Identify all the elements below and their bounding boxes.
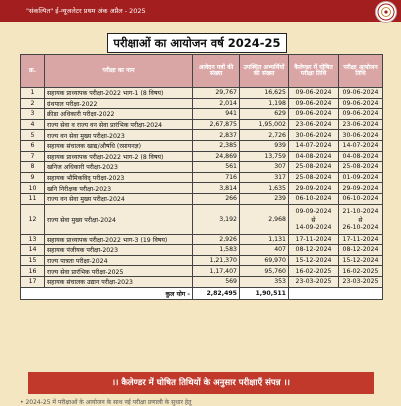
table-row xyxy=(21,140,383,151)
row-present: 13,759 xyxy=(240,151,289,162)
row-held-date: 06-10-2024 xyxy=(339,193,383,204)
row-calendar-date: 09-06-2024 xyxy=(289,109,339,120)
row-exam-name: सहायक पंजीयक परीक्षा-2023 xyxy=(45,245,193,256)
row-held-date: 25-08-2024 xyxy=(339,162,383,173)
row-held-date: 04-08-2024 xyxy=(339,151,383,162)
table-row xyxy=(21,193,383,204)
row-calendar-date: 23-03-2025 xyxy=(289,276,339,287)
row-present: 1,95,002 xyxy=(240,119,289,130)
col-header-applications: आवेदन पत्रों की संख्या xyxy=(193,55,240,88)
table-row xyxy=(21,119,383,130)
row-present: 69,970 xyxy=(240,255,289,266)
row-held-date: 29-09-2024 xyxy=(339,183,383,194)
row-applications: 1,583 xyxy=(193,245,240,256)
col-header-calendar-date: कैलेण्डर में घोषित परीक्षा तिथि xyxy=(289,55,339,88)
row-applications: 29,767 xyxy=(193,88,240,99)
row-exam-name: राज्य वन सेवा मुख्य परीक्षा-2024 xyxy=(45,193,193,204)
table-row xyxy=(21,245,383,256)
row-exam-name: ग्रंथपाल परीक्षा-2022 xyxy=(45,98,193,109)
row-exam-name: राज्य सेवा मुख्य परीक्षा-2024 xyxy=(45,204,193,234)
row-present: 307 xyxy=(240,162,289,173)
cut-off-text: • 2024-25 में परीक्षाओं के आयोजन के साथ नई परीक्षा प्रणाली के सुधार हेतु xyxy=(20,399,192,406)
row-applications: 1,21,370 xyxy=(193,255,240,266)
row-calendar-date: 09-06-2024 xyxy=(289,98,339,109)
row-calendar-date: 14-07-2024 xyxy=(289,140,339,151)
table-row xyxy=(21,234,383,245)
table-row xyxy=(21,151,383,162)
row-present: 629 xyxy=(240,109,289,120)
row-held-date: 09-06-2024 xyxy=(339,88,383,99)
row-exam-name: सहायक प्राध्यापक परीक्षा-2022 भाग-2 (8 विषय) xyxy=(45,151,193,162)
table-row xyxy=(21,204,383,234)
row-sn: 11 xyxy=(21,193,45,204)
row-calendar-date: 17-11-2024 xyxy=(289,234,339,245)
row-exam-name: सहायक संचालक खाद्य/औषधि (रसायनज्ञ) xyxy=(45,140,193,151)
row-calendar-date: 09-09-2024 से 14-09-2024 xyxy=(289,204,339,234)
row-held-date: 08-12-2024 xyxy=(339,245,383,256)
row-present: 317 xyxy=(240,172,289,183)
row-applications: 569 xyxy=(193,276,240,287)
row-held-date: 14-07-2024 xyxy=(339,140,383,151)
row-present: 2,726 xyxy=(240,130,289,141)
row-sn: 2 xyxy=(21,98,45,109)
row-applications: 3,192 xyxy=(193,204,240,234)
row-present: 1,635 xyxy=(240,183,289,194)
table-row xyxy=(21,266,383,277)
row-exam-name: राज्य पात्रता परीक्षा-2024 xyxy=(45,255,193,266)
row-present: 16,625 xyxy=(240,88,289,99)
table-header-row xyxy=(21,55,383,88)
row-exam-name: खनि निरीक्षक परीक्षा-2023 xyxy=(45,183,193,194)
row-sn: 7 xyxy=(21,151,45,162)
table-row xyxy=(21,162,383,173)
row-exam-name: राज्य सेवा प्रारंभिक परीक्षा-2025 xyxy=(45,266,193,277)
row-applications: 561 xyxy=(193,162,240,173)
total-empty-cell xyxy=(289,287,383,299)
page-title: परीक्षाओं का आयोजन वर्ष 2024-25 xyxy=(107,33,287,53)
row-exam-name: क्रीडा अधिकारी परीक्षा-2022 xyxy=(45,109,193,120)
row-applications: 1,17,407 xyxy=(193,266,240,277)
row-applications: 716 xyxy=(193,172,240,183)
row-held-date: 23-06-2024 xyxy=(339,119,383,130)
table-row xyxy=(21,172,383,183)
row-present: 407 xyxy=(240,245,289,256)
total-present: 1,90,511 xyxy=(240,287,289,299)
row-sn: 5 xyxy=(21,130,45,141)
row-sn: 16 xyxy=(21,266,45,277)
row-sn: 9 xyxy=(21,172,45,183)
col-header-exam-name: परीक्षा का नाम xyxy=(45,55,193,88)
row-sn: 15 xyxy=(21,255,45,266)
row-exam-name: सहायक प्राध्यापक परीक्षा-2022 भाग-1 (8 विषय) xyxy=(45,88,193,99)
row-held-date: 15-12-2024 xyxy=(339,255,383,266)
col-header-held-date: परीक्षा आयोजन तिथि xyxy=(339,55,383,88)
row-applications: 2,837 xyxy=(193,130,240,141)
footer-banner: ।। कैलेण्डर में घोषित तिथियों के अनुसार परीक्षाएँ संपन्न ।। xyxy=(28,372,374,394)
row-held-date: 30-06-2024 xyxy=(339,130,383,141)
row-held-date: 09-06-2024 xyxy=(339,98,383,109)
row-sn: 6 xyxy=(21,140,45,151)
row-sn: 3 xyxy=(21,109,45,120)
row-calendar-date: 25-08-2024 xyxy=(289,162,339,173)
row-present: 1,131 xyxy=(240,234,289,245)
header-banner xyxy=(0,0,401,22)
row-held-date: 21-10-2024 से 26-10-2024 xyxy=(339,204,383,234)
row-calendar-date: 04-08-2024 xyxy=(289,151,339,162)
row-present: 239 xyxy=(240,193,289,204)
row-calendar-date: 30-06-2024 xyxy=(289,130,339,141)
row-calendar-date: 25-08-2024 xyxy=(289,172,339,183)
row-present: 95,760 xyxy=(240,266,289,277)
newsletter-title: "संकल्पित" ई-न्यूजलेटर प्रथम अंक अप्रैल - 2025 xyxy=(26,7,146,15)
table-row xyxy=(21,276,383,287)
row-present: 353 xyxy=(240,276,289,287)
row-sn: 10 xyxy=(21,183,45,194)
table-row xyxy=(21,183,383,194)
col-header-present: उपस्थित अभ्यर्थियों की संख्या xyxy=(240,55,289,88)
row-held-date: 09-06-2024 xyxy=(339,109,383,120)
row-exam-name: राज्य सेवा व राज्य वन सेवा प्रारंभिक परीक्षा-2024 xyxy=(45,119,193,130)
row-held-date: 17-11-2024 xyxy=(339,234,383,245)
row-exam-name: खनिज अधिकारी परीक्षा-2023 xyxy=(45,162,193,173)
table-row xyxy=(21,88,383,99)
table-row xyxy=(21,109,383,120)
row-exam-name: सहायक प्राध्यापक परीक्षा-2022 भाग-3 (19 विषय) xyxy=(45,234,193,245)
row-calendar-date: 06-10-2024 xyxy=(289,193,339,204)
total-label: कुल योग - xyxy=(21,287,193,299)
total-row xyxy=(21,287,383,299)
row-present: 939 xyxy=(240,140,289,151)
row-sn: 1 xyxy=(21,88,45,99)
row-held-date: 01-09-2024 xyxy=(339,172,383,183)
row-sn: 17 xyxy=(21,276,45,287)
row-calendar-date: 09-06-2024 xyxy=(289,88,339,99)
table-row xyxy=(21,255,383,266)
row-applications: 24,869 xyxy=(193,151,240,162)
row-sn: 14 xyxy=(21,245,45,256)
row-sn: 4 xyxy=(21,119,45,130)
row-present: 2,968 xyxy=(240,204,289,234)
row-applications: 3,814 xyxy=(193,183,240,194)
row-calendar-date: 16-02-2025 xyxy=(289,266,339,277)
row-calendar-date: 15-12-2024 xyxy=(289,255,339,266)
row-held-date: 16-02-2025 xyxy=(339,266,383,277)
row-calendar-date: 08-12-2024 xyxy=(289,245,339,256)
row-exam-name: राज्य वन सेवा मुख्य परीक्षा-2023 xyxy=(45,130,193,141)
row-present: 1,198 xyxy=(240,98,289,109)
table-row xyxy=(21,130,383,141)
table-row xyxy=(21,98,383,109)
row-held-date: 23-03-2025 xyxy=(339,276,383,287)
row-applications: 941 xyxy=(193,109,240,120)
row-applications: 2,67,875 xyxy=(193,119,240,130)
row-sn: 12 xyxy=(21,204,45,234)
row-applications: 2,385 xyxy=(193,140,240,151)
row-applications: 266 xyxy=(193,193,240,204)
row-exam-name: सहायक संचालक उद्यान परीक्षा-2023 xyxy=(45,276,193,287)
col-header-sn: क्र. xyxy=(21,55,45,88)
total-applications: 2,82,495 xyxy=(193,287,240,299)
row-applications: 2,926 xyxy=(193,234,240,245)
row-exam-name: सहायक भौमिकविद् परीक्षा-2023 xyxy=(45,172,193,183)
row-calendar-date: 23-06-2024 xyxy=(289,119,339,130)
row-sn: 13 xyxy=(21,234,45,245)
row-applications: 2,014 xyxy=(193,98,240,109)
row-calendar-date: 29-09-2024 xyxy=(289,183,339,194)
emblem-icon xyxy=(375,1,397,23)
row-sn: 8 xyxy=(21,162,45,173)
exam-schedule-table xyxy=(20,54,383,300)
